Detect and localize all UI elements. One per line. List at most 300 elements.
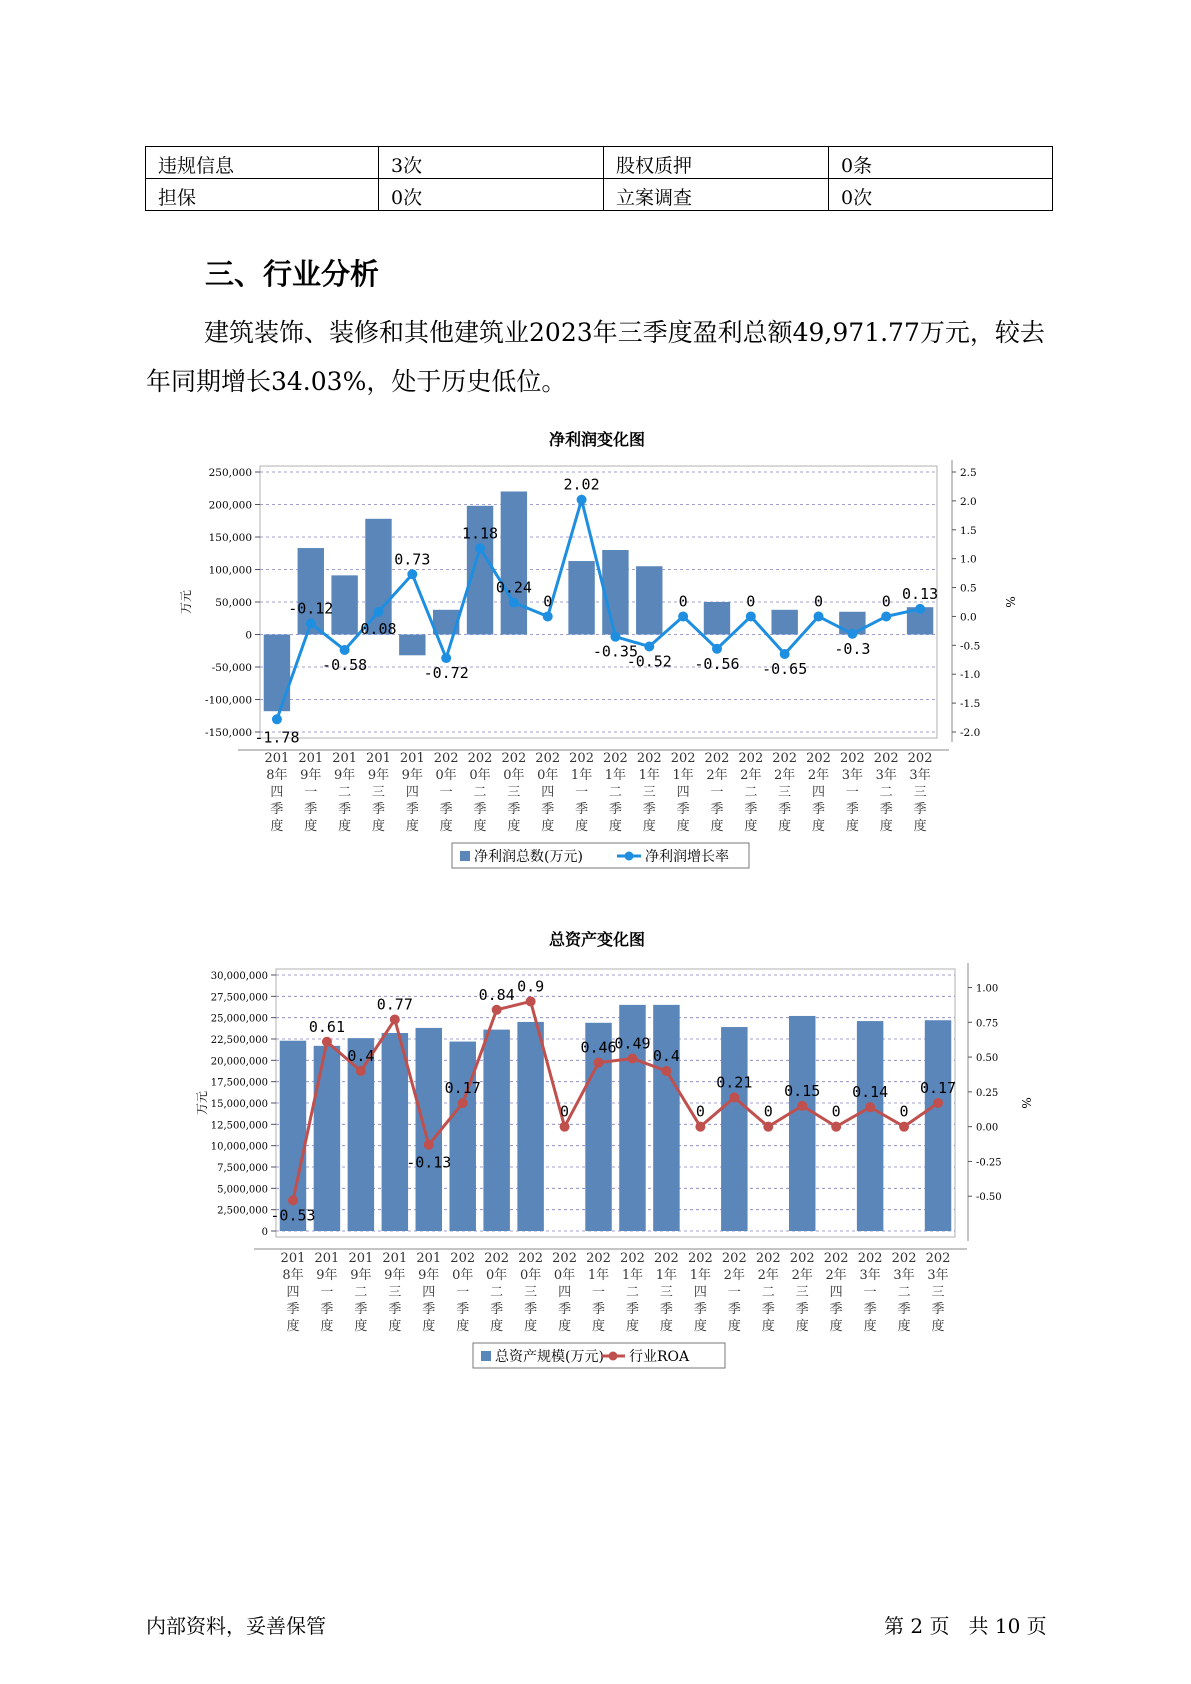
x-tick-label: 202 [839,751,865,766]
x-tick-label: 201 [348,1251,374,1266]
data-label: 0.61 [308,1017,345,1036]
x-tick-label: 度 [456,1319,470,1334]
x-tick-label: 四 [676,785,690,800]
x-tick-label: 202 [603,751,628,766]
line-point [594,1058,604,1068]
x-tick-label: 四 [558,1285,572,1300]
data-label: 0 [560,1102,570,1121]
x-tick-label: 1年 [689,1268,712,1283]
line-point [543,611,553,621]
legend-bar-swatch [460,851,470,861]
x-tick-label: 201 [399,751,425,766]
data-label: 0.4 [347,1047,375,1065]
y2-axis-label: % [1003,596,1017,608]
x-tick-label: 1年 [621,1268,644,1283]
y-tick-label: 10,000,000 [210,1141,268,1153]
y-tick-label: -100,000 [205,694,252,707]
line-point [288,1195,298,1205]
y-tick-label: 15,000,000 [210,1099,268,1110]
x-tick-label: 1年 [655,1268,678,1283]
bar [399,635,425,656]
data-label: 2.02 [563,475,600,494]
x-tick-label: 度 [676,819,690,834]
x-tick-label: 一 [727,1285,741,1300]
x-tick-label: 9年 [300,768,322,783]
x-tick-label: 2年 [757,1268,779,1283]
data-label: -0.52 [626,652,672,671]
x-tick-label: 四 [829,1285,843,1300]
x-tick-label: 202 [670,751,696,766]
table-cell: 股权质押 [604,147,829,179]
data-label: -0.13 [406,1153,452,1172]
x-tick-label: 度 [913,819,927,834]
x-tick-label: 度 [710,819,724,834]
x-tick-label: 季 [795,1302,809,1317]
bar [314,1046,340,1231]
x-tick-label: 度 [845,819,859,834]
x-tick-label: 三 [778,785,792,800]
net-profit-chart [0,420,1191,870]
data-label: 0.4 [652,1047,680,1065]
x-tick-label: 202 [501,751,527,766]
x-tick-label: 三 [371,785,385,800]
x-tick-label: 季 [676,802,690,817]
x-tick-label: 度 [490,1319,504,1334]
line-point [356,1066,366,1076]
x-tick-label: 度 [625,1319,639,1334]
x-tick-label: 度 [879,819,893,834]
table-row [146,179,1053,211]
bar [483,1030,509,1231]
x-tick-label: 9年 [418,1268,440,1283]
x-tick-label: 202 [823,1251,849,1266]
x-tick-label: 201 [264,751,290,766]
line-point [390,1015,400,1025]
chart-title: 净利润变化图 [548,430,646,449]
x-tick-label: 202 [907,751,933,766]
line-point [441,653,451,663]
data-label: 0.13 [902,584,939,603]
y-tick-label: 200,000 [208,499,252,512]
x-tick-label: 202 [772,751,798,766]
x-tick-label: 季 [608,802,622,817]
data-label: -0.3 [834,639,871,658]
y2-tick-label: 1.00 [976,983,999,995]
x-tick-label: 四 [270,785,284,800]
x-tick-label: 度 [727,1319,741,1334]
x-tick-label: 度 [507,819,521,834]
x-tick-label: 度 [524,1319,538,1334]
data-label: 0.24 [495,578,532,597]
x-tick-label: 季 [575,802,589,817]
x-tick-label: 度 [405,819,419,834]
x-tick-label: 季 [304,802,318,817]
table-cell: 违规信息 [146,147,379,179]
y2-tick-label: -2.0 [960,727,981,739]
y-tick-label: 0 [245,629,252,642]
x-tick-label: 季 [524,1302,538,1317]
line-point [407,569,417,579]
y-tick-label: 25,000,000 [210,1013,268,1025]
data-label: 0.77 [376,995,413,1014]
data-label: 0.21 [716,1073,753,1092]
x-tick-label: 202 [806,751,831,766]
legend-bar-swatch [481,1351,491,1361]
x-tick-label: 0年 [486,1268,508,1283]
x-tick-label: 1年 [570,768,593,783]
table-cell: 0次 [829,179,1053,211]
y-tick-label: 27,500,000 [210,992,268,1004]
y-tick-label: 12,500,000 [210,1120,268,1132]
x-tick-label: 202 [925,1251,951,1266]
line-point [881,611,891,621]
x-tick-label: 季 [286,1302,300,1317]
x-tick-label: 202 [450,1251,476,1266]
x-tick-label: 度 [439,819,453,834]
line-point [577,495,587,505]
x-tick-label: 度 [761,1319,775,1334]
data-label: -0.53 [270,1206,316,1225]
line-point [526,996,536,1006]
y-tick-label: 30,000,000 [210,971,268,982]
x-tick-label: 季 [592,1302,606,1317]
x-tick-label: 一 [575,785,589,800]
y2-tick-label: 1.5 [960,524,977,537]
y2-tick-label: -0.5 [960,640,981,653]
data-label: -1.78 [254,728,300,747]
y-tick-label: 22,500,000 [210,1035,268,1046]
data-label: -0.65 [762,660,808,678]
x-tick-label: 度 [659,1319,673,1334]
x-tick-label: 四 [693,1285,707,1300]
legend-line-label: 行业ROA [629,1349,690,1365]
y-tick-label: 150,000 [208,532,252,544]
x-tick-label: 三 [931,1285,945,1300]
x-tick-label: 一 [320,1285,334,1300]
data-label: 0.14 [852,1083,889,1102]
legend-line-marker [609,1352,618,1361]
x-tick-label: 度 [693,1319,707,1334]
x-tick-label: 202 [586,1251,611,1266]
table-cell: 0次 [379,179,604,211]
x-tick-label: 0年 [435,768,457,783]
x-tick-label: 三 [913,785,927,800]
x-tick-label: 二 [625,1285,639,1300]
x-tick-label: 季 [845,802,859,817]
y-axis-label: 万元 [179,589,193,615]
x-tick-label: 0年 [452,1268,474,1283]
x-tick-label: 3年 [927,1268,949,1283]
y-tick-label: -50,000 [211,662,252,674]
section-heading: 三、行业分析 [205,257,380,291]
data-label: 0 [678,592,688,611]
line-point [933,1098,943,1108]
line-point [644,641,654,651]
x-tick-label: 2年 [740,768,762,783]
data-label: 0.73 [394,550,431,569]
y2-tick-label: 2.0 [960,495,977,508]
x-tick-label: 季 [439,802,453,817]
x-tick-label: 9年 [350,1268,372,1283]
chart-svg [0,420,1191,870]
table-cell: 立案调查 [604,179,829,211]
y-tick-label: 20,000,000 [210,1056,268,1068]
y2-tick-label: 1.0 [960,553,977,566]
x-tick-label: 三 [795,1285,809,1300]
footer-confidential: 内部资料，妥善保管 [146,1614,326,1638]
data-label: -0.12 [288,599,334,618]
y-tick-label: 17,500,000 [210,1077,268,1089]
x-tick-label: 2年 [706,768,728,783]
data-label: 0.15 [784,1081,821,1100]
x-tick-label: 202 [433,751,459,766]
x-tick-label: 四 [405,785,419,800]
x-tick-label: 度 [270,819,284,834]
x-tick-label: 一 [710,785,724,800]
x-tick-label: 季 [558,1302,572,1317]
x-tick-label: 3年 [875,768,897,783]
y2-tick-label: 0.25 [976,1087,999,1099]
x-tick-label: 202 [467,751,493,766]
line-point [678,611,688,621]
y2-tick-label: -1.5 [960,698,981,711]
x-tick-label: 度 [575,819,589,834]
x-tick-label: 度 [931,1319,945,1334]
x-tick-label: 201 [314,1251,340,1266]
data-label: 0.17 [444,1079,481,1097]
x-tick-label: 季 [863,1302,877,1317]
x-tick-label: 2年 [791,1268,813,1283]
x-tick-label: 3年 [893,1268,915,1283]
legend-bar-label: 总资产规模(万元) [495,1349,604,1365]
x-tick-label: 度 [608,819,622,834]
x-tick-label: 季 [812,802,826,817]
x-tick-label: 季 [897,1302,911,1317]
x-tick-label: 季 [693,1302,707,1317]
x-tick-label: 二 [744,785,758,800]
x-tick-label: 度 [422,1319,436,1334]
x-tick-label: 季 [761,1302,775,1317]
x-tick-label: 季 [422,1302,436,1317]
x-tick-label: 202 [535,751,561,766]
line-point [272,714,282,724]
x-tick-label: 0年 [519,1268,542,1283]
data-label: 0.08 [360,619,397,638]
line-point [475,543,485,553]
x-tick-label: 季 [642,802,656,817]
x-tick-label: 季 [744,802,758,817]
total-assets-chart [0,925,1191,1370]
y2-tick-label: -1.0 [960,669,981,682]
x-tick-label: 202 [636,751,662,766]
bar [416,1028,442,1231]
x-tick-label: 度 [354,1319,368,1334]
x-tick-label: 季 [338,802,352,817]
line-point [763,1122,773,1132]
x-tick-label: 201 [366,751,391,766]
bar [382,1033,408,1231]
section-paragraph [146,308,1058,406]
line-point [458,1098,468,1108]
x-tick-label: 二 [354,1285,368,1300]
x-tick-label: 202 [569,751,594,766]
line-point [340,645,350,655]
data-label: -0.72 [423,664,469,683]
x-tick-label: 季 [371,802,385,817]
bar [925,1020,951,1231]
line-point [831,1122,841,1132]
line-point [661,1066,671,1076]
x-tick-label: 一 [845,785,859,800]
line-point [610,632,620,642]
x-tick-label: 一 [439,785,453,800]
x-tick-label: 三 [388,1285,402,1300]
y2-tick-label: 2.5 [960,467,977,479]
risk-info-table [145,146,1053,211]
x-tick-label: 9年 [316,1268,338,1283]
x-tick-label: 2年 [825,1268,847,1283]
x-tick-label: 3年 [909,768,931,783]
y2-tick-label: -0.25 [976,1157,1002,1169]
y-tick-label: 5,000,000 [217,1184,268,1196]
x-tick-label: 202 [518,1251,544,1266]
x-tick-label: 度 [286,1319,300,1334]
x-tick-label: 季 [354,1302,368,1317]
x-tick-label: 一 [592,1285,606,1300]
x-tick-label: 三 [507,785,521,800]
line-point [814,611,824,621]
x-tick-label: 度 [744,819,758,834]
y-tick-label: 50,000 [215,597,252,609]
x-tick-label: 四 [812,785,826,800]
x-tick-label: 度 [558,1319,572,1334]
x-tick-label: 季 [388,1302,402,1317]
x-tick-label: 202 [721,1251,747,1266]
data-label: 0 [831,1102,841,1121]
x-tick-label: 二 [761,1285,775,1300]
x-tick-label: 季 [710,802,724,817]
x-tick-label: 四 [286,1285,300,1300]
legend-bar-label: 净利润总数(万元) [474,849,583,865]
data-label: -0.56 [694,654,740,673]
x-tick-label: 0年 [469,768,491,783]
x-tick-label: 一 [304,785,318,800]
bar [602,550,628,635]
table-cell: 3次 [379,147,604,179]
bar [365,519,391,635]
x-tick-label: 度 [371,819,385,834]
x-tick-label: 二 [473,785,487,800]
x-tick-label: 度 [795,1319,809,1334]
y2-tick-label: 0.00 [976,1122,999,1134]
x-tick-label: 度 [897,1319,911,1334]
data-label: -0.35 [592,642,639,661]
data-label: 0.17 [919,1079,957,1097]
x-tick-label: 季 [405,802,419,817]
data-label: 0.9 [517,977,545,996]
x-tick-label: 三 [642,785,656,800]
line-point [322,1037,332,1047]
y2-tick-label: 0.50 [976,1053,999,1065]
bar [331,575,357,634]
bar [704,602,730,635]
line-point [899,1122,909,1132]
x-tick-label: 8年 [282,1268,304,1283]
x-tick-label: 季 [727,1302,741,1317]
x-tick-label: 202 [789,1251,815,1266]
line-point [560,1122,570,1132]
table-row [146,147,1053,179]
y2-axis-label: % [1019,1097,1033,1109]
bar [653,1005,679,1231]
x-tick-label: 季 [473,802,487,817]
x-tick-label: 二 [490,1285,504,1300]
x-tick-label: 1年 [672,768,694,783]
legend-line-marker [625,852,634,861]
x-tick-label: 1年 [604,768,627,783]
x-tick-label: 202 [484,1251,510,1266]
x-tick-label: 二 [338,785,352,800]
x-tick-label: 202 [704,751,730,766]
footer-page-number: 第 2 页 共 10 页 [884,1614,1047,1638]
line-point [729,1092,739,1102]
y2-tick-label: 0.75 [976,1018,999,1030]
x-tick-label: 三 [524,1285,538,1300]
x-tick-label: 度 [812,819,826,834]
x-tick-label: 度 [388,1319,402,1334]
x-tick-label: 度 [592,1319,606,1334]
x-tick-label: 季 [456,1302,470,1317]
data-label: 0.84 [478,985,515,1004]
line-point [306,618,316,628]
x-tick-label: 度 [642,819,656,834]
x-tick-label: 季 [931,1302,945,1317]
legend-line-label: 净利润增长率 [645,849,729,865]
y-axis-label: 万元 [195,1090,209,1116]
x-tick-label: 四 [422,1285,436,1300]
data-label: 0 [881,592,891,611]
chart-svg [0,925,1191,1370]
data-label: 1.18 [461,524,499,543]
x-tick-label: 季 [659,1302,673,1317]
x-tick-label: 度 [829,1319,843,1334]
bar [857,1021,883,1231]
x-tick-label: 0年 [537,768,559,783]
x-tick-label: 三 [659,1285,673,1300]
x-tick-label: 3年 [841,768,864,783]
data-label: 0 [814,592,824,611]
x-tick-label: 0年 [503,768,525,783]
x-tick-label: 3年 [859,1268,881,1283]
x-tick-label: 9年 [384,1268,406,1283]
line-point [865,1102,875,1112]
y2-tick-label: 0.5 [960,582,977,595]
bar [501,492,527,635]
line-point [424,1140,434,1150]
table-cell: 0条 [829,147,1053,179]
line-point [627,1053,637,1063]
x-tick-label: 度 [863,1319,877,1334]
x-tick-label: 9年 [401,768,423,783]
x-tick-label: 202 [873,751,899,766]
line-point [509,598,519,608]
x-tick-label: 二 [608,785,622,800]
x-tick-label: 202 [654,1251,679,1266]
x-tick-label: 2年 [807,768,830,783]
y-tick-label: 0 [261,1227,268,1238]
x-tick-label: 度 [541,819,555,834]
y-tick-label: 250,000 [208,467,252,479]
